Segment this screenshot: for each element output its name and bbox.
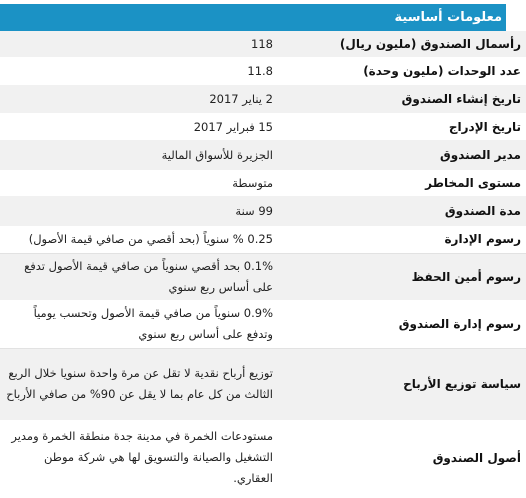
table-row bbox=[0, 348, 526, 420]
row-value: الجزيرة للأسواق المالية bbox=[161, 148, 273, 162]
row-value: 0.25 % سنوياً (بحد أقصي من صافي قيمة الأصول) bbox=[0, 226, 278, 253]
row-label: رسوم الإدارة bbox=[278, 226, 526, 253]
table-row bbox=[0, 300, 526, 348]
row-value: 118 bbox=[251, 37, 273, 51]
table-row bbox=[0, 31, 526, 57]
row-value: 11.8 bbox=[247, 64, 273, 78]
row-label: مدة الصندوق bbox=[444, 204, 521, 218]
row-value: مستودعات الخمرة في مدينة جدة منطقة الخمرة ومدير التشغيل والصيانة والتسويق لها هي شركة موطن العقاري. bbox=[11, 429, 273, 485]
table-row bbox=[0, 140, 526, 170]
table-row bbox=[0, 226, 526, 253]
row-value: توزيع أرباح نقدية لا تقل عن مرة واحدة سنويا خلال الربع الثالث من كل عام بما لا يقل عن 90% من صافي الأرباح bbox=[6, 366, 273, 402]
row-label: سياسة توزيع الأرباح bbox=[403, 377, 521, 392]
row-value: 15 فبراير 2017 bbox=[193, 119, 273, 134]
table-row bbox=[0, 85, 526, 113]
row-label: تاريخ الإدراج bbox=[448, 119, 521, 134]
table-row bbox=[0, 170, 526, 196]
row-label: رأسمال الصندوق (مليون ريال) bbox=[339, 37, 521, 51]
row-label: رسوم إدارة الصندوق bbox=[278, 300, 526, 348]
row-label: مدير الصندوق bbox=[440, 148, 521, 162]
table-row bbox=[0, 113, 526, 140]
row-label: مستوى المخاطر bbox=[425, 176, 521, 190]
row-value: 0.1% بحد أقصي سنوياً من صافي قيمة الأصول تدفع على أساس ربع سنوي bbox=[24, 258, 273, 294]
row-label: رسوم أمين الحفظ bbox=[411, 269, 521, 284]
section-header: معلومات أساسية bbox=[0, 4, 506, 31]
row-value: 99 سنة bbox=[235, 204, 273, 218]
row-value: 0.9% سنوياً من صافي قيمة الأصول وتحسب يومياً وتدفع على أساس ربع سنوي bbox=[0, 300, 278, 348]
row-value: 2 يناير 2017 bbox=[209, 92, 273, 106]
table-row bbox=[0, 196, 526, 226]
fund-info-table bbox=[0, 31, 526, 495]
table-row bbox=[0, 253, 526, 300]
table-row bbox=[0, 57, 526, 85]
table-row bbox=[0, 420, 526, 495]
row-label: عدد الوحدات (مليون وحدة) bbox=[363, 64, 521, 78]
row-label: تاريخ إنشاء الصندوق bbox=[401, 92, 521, 106]
row-value: متوسطة bbox=[232, 176, 273, 190]
row-label: أصول الصندوق bbox=[432, 450, 521, 465]
